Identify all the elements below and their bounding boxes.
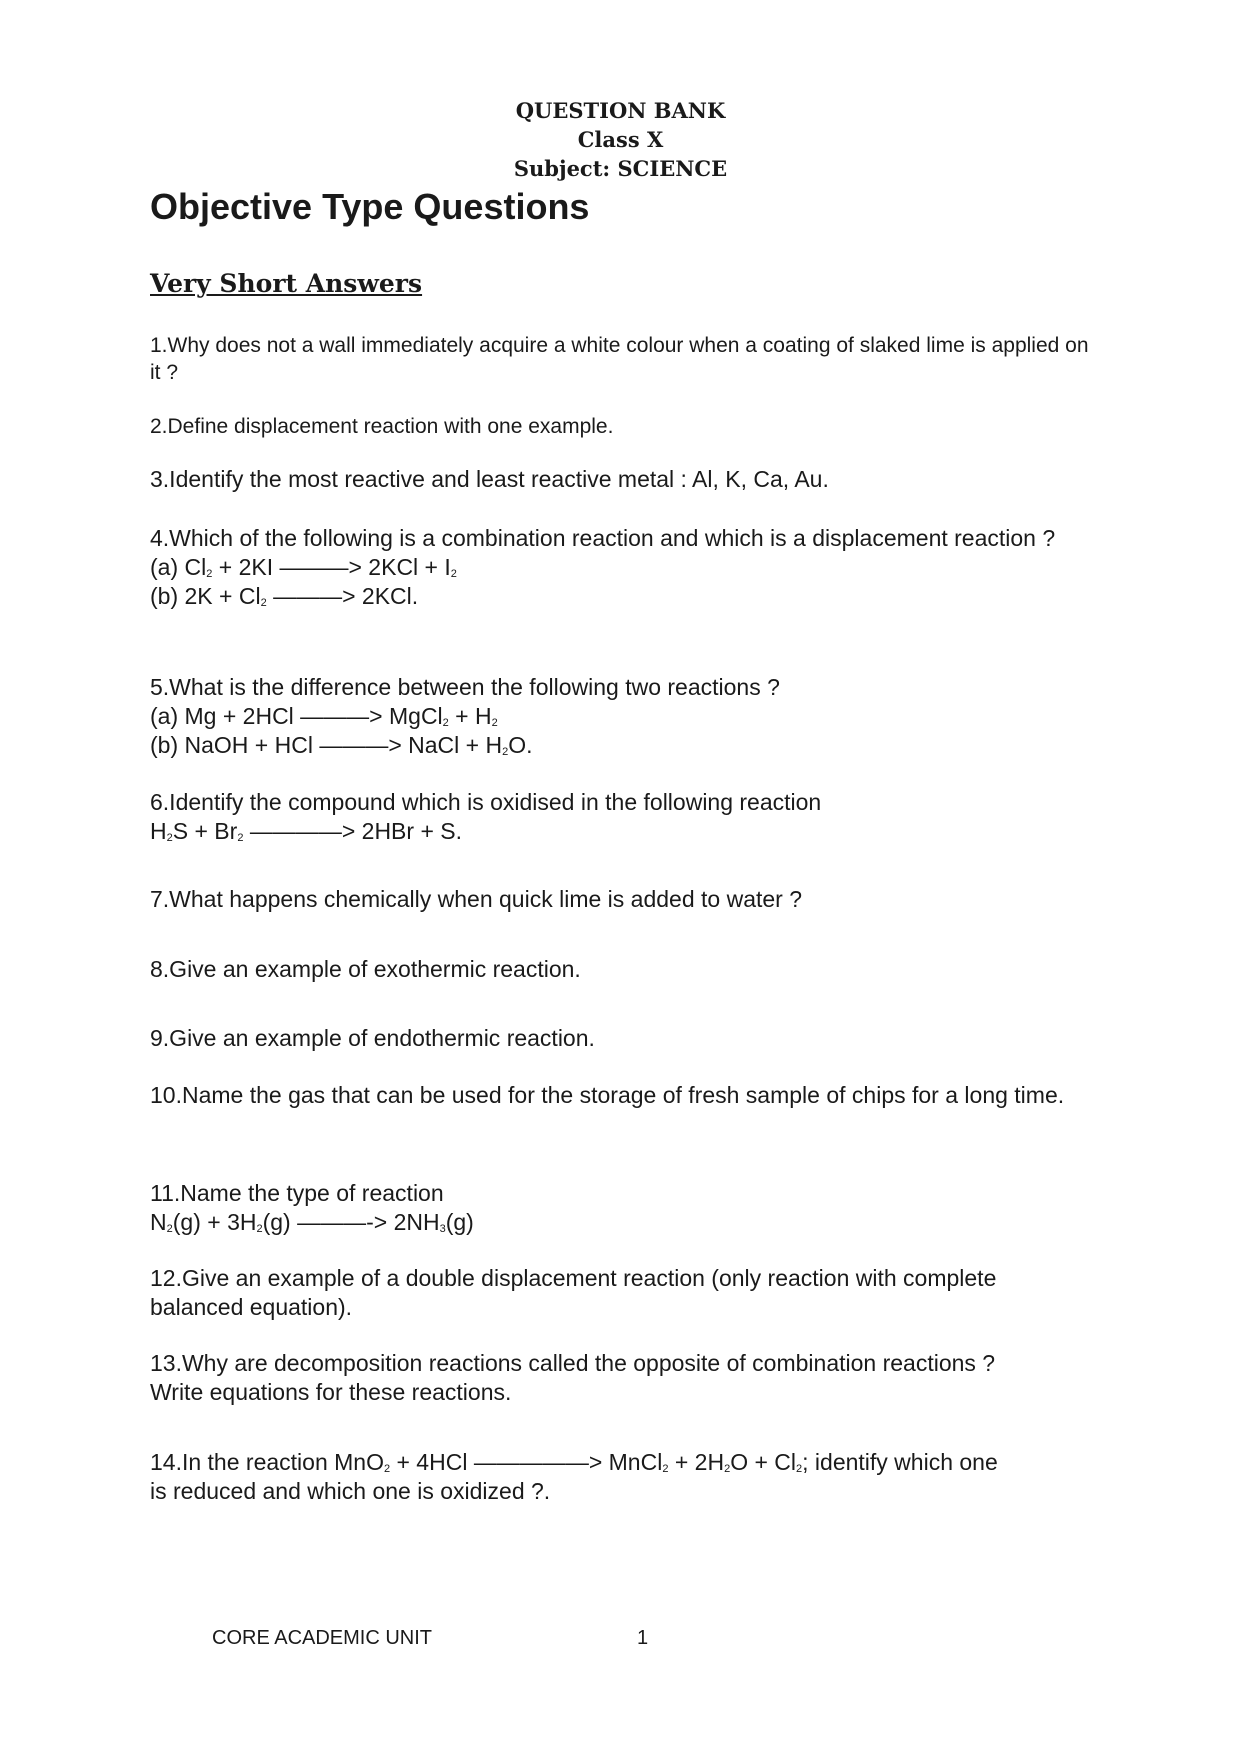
question-13-subtext: Write equations for these reactions.: [150, 1379, 512, 1405]
question-11-equation: $N_2(g) + 3H_2(g)$ ———-> $2NH_3(g)$: [150, 1209, 474, 1235]
question-4-equation-b: (b) $2K + Cl_2$ ———> 2KCl.: [150, 583, 419, 609]
question-3: 3.Identify the most reactive and least reactive metal : Al, K, Ca, Au.: [150, 466, 829, 492]
section-title: Very Short Answers: [150, 269, 423, 298]
footer-unit: CORE ACADEMIC UNIT: [212, 1627, 433, 1649]
question-6-text: 6.Identify the compound which is oxidised in the following reaction: [150, 789, 822, 815]
question-5-text: 5.What is the difference between the following two reactions ?: [150, 674, 780, 700]
question-4-equation-a: (a) $Cl_2 + 2KI$ ———> $2KCl + I_2$: [150, 554, 457, 580]
header-class: Class X: [577, 127, 664, 152]
question-4: [150, 524, 1090, 611]
question-5-equation-b: (b) NaOH + HCl ———> NaCl + $H_2O$.: [150, 732, 533, 758]
question-12: 12.Give an example of a double displacement reaction (only reaction with complete balanced equation).: [150, 1265, 997, 1320]
question-4-text: 4.Which of the following is a combination reaction and which is a displacement reaction ?: [150, 525, 1056, 551]
question-1: 1.Why does not a wall immediately acquire a white colour when a coating of slaked lime is applied on it ?: [150, 334, 1089, 384]
question-6-equation: $H_2S + Br_2$ ————> 2HBr + S.: [150, 818, 462, 844]
question-8: 8.Give an example of exothermic reaction.: [150, 956, 581, 982]
question-14-line-2: is reduced and which one is oxidized ?.: [150, 1478, 551, 1504]
question-13: [150, 1349, 1090, 1407]
question-9: 9.Give an example of endothermic reaction.: [150, 1025, 595, 1051]
header-question-bank: QUESTION BANK: [515, 98, 726, 123]
page-number: 1: [637, 1627, 649, 1649]
question-13-text: 13.Why are decomposition reactions called the opposite of combination reactions ?: [150, 1350, 996, 1376]
question-10: 10.Name the gas that can be used for the storage of fresh sample of chips for a long time.: [150, 1082, 1065, 1108]
question-5: [150, 673, 1090, 760]
document-header: [0, 96, 1241, 183]
question-11-text: 11.Name the type of reaction: [150, 1180, 444, 1206]
question-11: [150, 1179, 1090, 1237]
question-6: [150, 788, 1090, 846]
question-5-equation-a: (a) Mg + 2HCl ———> MgCl$_2$ + $H_2$: [150, 703, 498, 729]
question-14: [150, 1448, 1090, 1506]
header-subject: Subject: SCIENCE: [513, 156, 728, 181]
question-2: 2.Define displacement reaction with one example.: [150, 415, 614, 438]
question-14-line-1: 14.In the reaction MnO$_2$ + 4HCl —————> MnCl$_2$ + $2H_2O + Cl_2$; identify which one: [150, 1449, 998, 1475]
question-7: 7.What happens chemically when quick lime is added to water ?: [150, 886, 803, 912]
page-title: Objective Type Questions: [150, 186, 590, 227]
